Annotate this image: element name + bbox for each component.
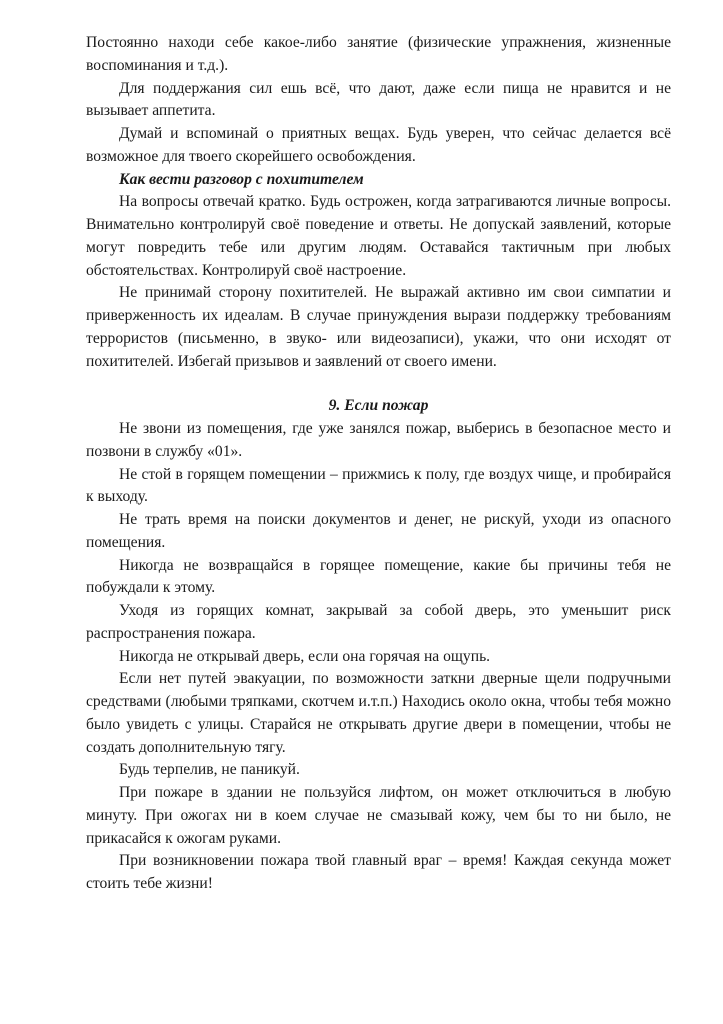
fire-paragraph-be-patient: Будь терпелив, не паникуй. xyxy=(119,761,300,779)
paragraph-positive-thoughts: Думай и вспоминай о приятных вещах. Будь уверен, что сейчас делается всё возможное для твоего скорейшего освобождения. xyxy=(86,125,671,165)
fire-paragraph-hot-door: Никогда не открывай дверь, если она горячая на ощупь. xyxy=(119,647,491,665)
fire-paragraph-call-01: Не звони из помещения, где уже занялся пожар, выберись в безопасное место и позвони в службу «01». xyxy=(86,420,671,460)
fire-paragraph-no-documents: Не трать время на поиски документов и денег, не рискуй, уходи из опасного помещения. xyxy=(86,511,671,551)
fire-paragraph-no-evacuation: Если нет путей эвакуации, по возможности заткни дверные щели подручными средствами (любыми тряпками, скотчем и.т.п.) Находись около окна, чтобы тебя можно было увидеть с улицы. Старайся не открывать другие двери в помещении, чтобы не создать дополнительную тягу. xyxy=(86,670,671,756)
fire-paragraph-stay-low: Не стой в горящем помещении – прижмись к полу, где воздух чище, и пробирайся к выходу. xyxy=(86,465,671,506)
fire-section-title: 9. Если пожар xyxy=(328,397,429,415)
paragraph-answer-briefly: На вопросы отвечай кратко. Будь острожен, когда затрагиваются личные вопросы. Внимательно контролируй своё поведение и ответы. Не допускай заявлений, которые могут повредить тебе или другим людям. Оставайся тактичным при любых обстоятельствах. Контролируй своё настроение. xyxy=(86,193,671,279)
fire-paragraph-no-elevator: При пожаре в здании не пользуйся лифтом, он может отключиться в любую минуту. При ожогах ни в коем случае не смазывай кожу, чем бы то ни было, не прикасайся к ожогам руками. xyxy=(86,784,671,847)
paragraph-occupation: Постоянно находи себе какое-либо занятие (физические упражнения, жизненные воспоминания и т.д.). xyxy=(86,34,671,74)
paragraph-do-not-take-sides: Не принимай сторону похитителей. Не выражай активно им свои симпатии и приверженность их идеалам. В случае принуждения вырази поддержку требованиям террористов (письменно, в звуко- или видеозаписи), укажи, что они исходят от похитителей. Избегай призывов и заявлений от своего имени. xyxy=(86,284,671,370)
document-page xyxy=(86,32,671,896)
paragraph-food: Для поддержания сил ешь всё, что дают, даже если пища не нравится и не вызывает аппетита. xyxy=(86,79,671,120)
conversation-heading: Как вести разговор с похитителем xyxy=(119,170,364,188)
fire-paragraph-time-is-enemy: При возникновении пожара твой главный враг – время! Каждая секунда может стоить тебе жизни! xyxy=(86,852,671,892)
fire-paragraph-never-return: Никогда не возвращайся в горящее помещение, какие бы причины тебя не побуждали к этому. xyxy=(86,556,671,597)
fire-paragraph-close-doors: Уходя из горящих комнат, закрывай за собой дверь, это уменьшит риск распространения пожара. xyxy=(86,602,671,642)
